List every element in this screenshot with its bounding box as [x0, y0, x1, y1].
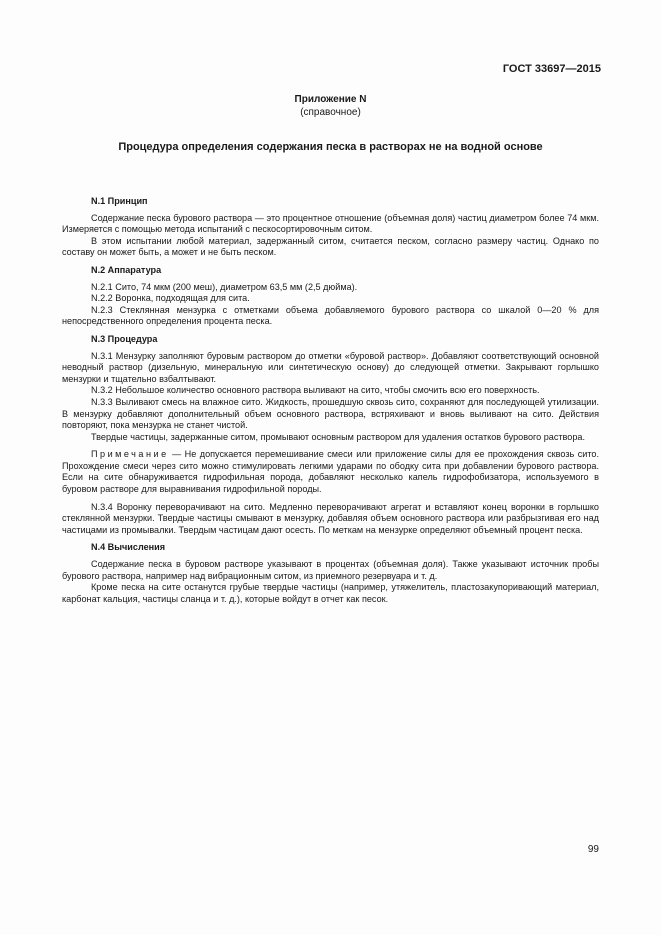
paragraph: N.2.1 Сито, 74 мкм (200 меш), диаметром 63,5 мм (2,5 дюйма). — [91, 281, 358, 292]
standard-code: ГОСТ 33697—2015 — [502, 63, 601, 75]
section-heading: N.4 Вычисления — [91, 542, 166, 553]
section-heading: N.1 Принцип — [91, 196, 148, 206]
paragraph: Твердые частицы, задержанные ситом, промывают основным раствором для удаления остатков бурового раствора. — [91, 431, 585, 442]
note-text: — Не допускается перемешивание смеси или приложение силы для ее прохождения сквозь сито. Прохождение смеси через сито можно стимулировать легкими ударами по ободку сита при добавлении бурового раствора. Если на сите обнаруживается гидрофильная порода, добавляют несколько капель гидрофобизатора, используемого в буровом растворе для выравнивания гидрофильной породы. — [62, 449, 599, 495]
section-heading: N.2 Аппаратура — [91, 264, 162, 275]
page-number: 99 — [587, 844, 599, 855]
paragraph: Кроме песка на сите останутся грубые твердые частицы (например, утяжелитель, пластозакупоривающий материал, карбонат кальция, частицы сланца и т. д.), которые войдут в отчет как песок. — [62, 582, 599, 604]
paragraph: N.3.3 Выливают смесь на влажное сито. Жидкость, прошедшую сквозь сито, сохраняют для последующей утилизации. В мензурку добавляют дополнительный объем основного раствора, встряхивают и вновь выливают на сито. Действия повторяют, пока мензурка не станет чистой. — [62, 396, 599, 431]
annex-heading — [0, 93, 661, 119]
note-label: Примечание — [91, 449, 169, 460]
section-apparatus — [62, 265, 599, 328]
document-title: Процедура определения содержания песка в растворах не на водной основе — [118, 141, 543, 153]
document-body — [62, 196, 599, 611]
paragraph: В этом испытании любой материал, задержанный ситом, считается песком, согласно размеру частиц. Однако по составу он может быть, а может и не быть песком. — [62, 235, 599, 258]
section-calculations — [62, 542, 599, 605]
annex-title: Приложение N — [294, 94, 367, 105]
section-heading: N.3 Процедура — [91, 333, 158, 344]
section-principle — [62, 196, 599, 259]
paragraph: Содержание песка бурового раствора — это процентное отношение (объемная доля) частиц диаметром более 74 мкм. Измеряется с помощью метода испытаний с пескосортировочным ситом. — [62, 212, 599, 235]
paragraph: N.3.4 Воронку переворачивают на сито. Медленно переворачивают агрегат и вставляют конец воронки в горлышко стеклянной мензурки. Твердые частицы смывают в мензурку, добавляя объем основного раствора или разбрызгивая его над частицами из промывалки. Твердым частицам дают осесть. По меткам на мензурке определяют объемный процент песка. — [62, 501, 599, 535]
note — [62, 449, 599, 495]
paragraph: N.2.2 Воронка, подходящая для сита. — [91, 293, 250, 304]
section-procedure — [62, 334, 599, 537]
annex-kind: (справочное) — [300, 107, 361, 118]
paragraph: Содержание песка в буровом растворе указывают в процентах (объемная доля). Также указывают источник пробы бурового раствора, например над вибрационным ситом, из приемного резервуара и т. д. — [62, 559, 599, 581]
paragraph: N.3.2 Небольшое количество основного раствора выливают на сито, чтобы смочить всю его поверхность. — [91, 385, 540, 396]
paragraph: N.3.1 Мензурку заполняют буровым раствором до отметки «буровой раствор». Добавляют соответствующий основной неводный раствор (дизельную, минеральную или синтетическую основу) до следующей отметки. Закрывают горлышко мензурки и тщательно взбалтывают. — [62, 350, 599, 384]
paragraph: N.2.3 Стеклянная мензурка с отметками объема добавляемого бурового раствора со шкалой 0—20 % для непосредственного определения процента песка. — [62, 304, 599, 327]
